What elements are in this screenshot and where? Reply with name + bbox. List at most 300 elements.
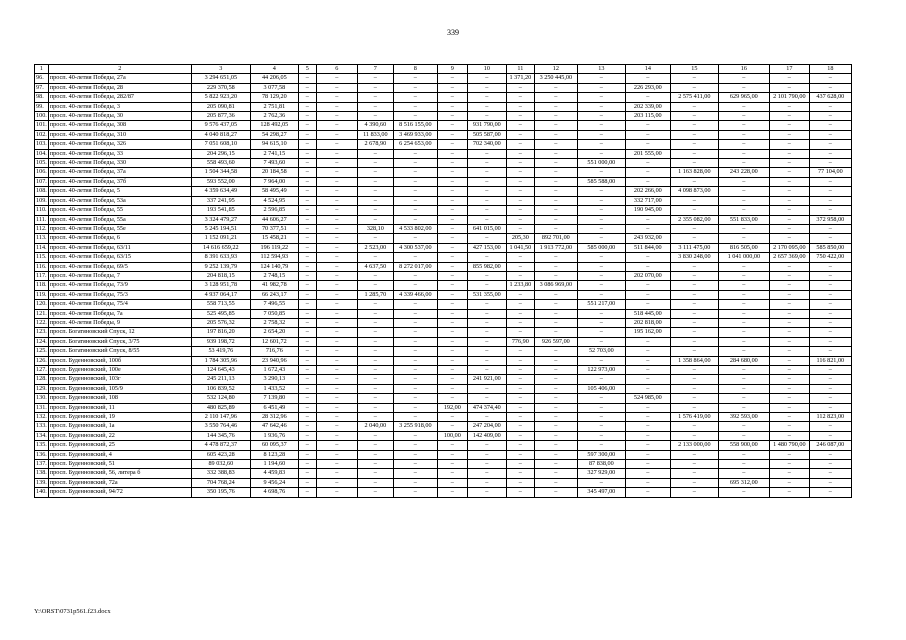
- value-cell: –: [718, 130, 769, 139]
- value-cell: 8 516 155,00: [393, 121, 437, 130]
- value-cell: –: [534, 93, 577, 102]
- value-cell: –: [670, 384, 718, 393]
- value-cell: –: [437, 140, 467, 149]
- value-cell: –: [718, 460, 769, 469]
- value-cell: –: [534, 149, 577, 158]
- value-cell: –: [769, 290, 809, 299]
- row-number-cell: 118.: [36, 281, 47, 289]
- value-cell: –: [534, 168, 577, 177]
- value-cell: –: [298, 130, 316, 139]
- column-number-header: 5: [298, 65, 316, 74]
- value-cell: –: [357, 384, 393, 393]
- value-cell: –: [534, 121, 577, 130]
- value-cell: 106 839,52: [191, 384, 250, 393]
- value-cell: –: [298, 93, 316, 102]
- column-number-header: 7: [357, 65, 393, 74]
- value-cell: –: [393, 347, 437, 356]
- value-cell: –: [809, 366, 851, 375]
- value-cell: –: [670, 271, 718, 280]
- value-cell: –: [316, 309, 357, 318]
- value-cell: –: [577, 403, 625, 412]
- value-cell: –: [577, 271, 625, 280]
- row-number-cell: 140.: [36, 488, 47, 496]
- value-cell: –: [437, 102, 467, 111]
- value-cell: –: [506, 93, 534, 102]
- value-cell: –: [809, 375, 851, 384]
- value-cell: –: [437, 215, 467, 224]
- table-row: [35, 149, 852, 158]
- value-cell: 1 371,20: [506, 74, 534, 83]
- value-cell: –: [298, 159, 316, 168]
- value-cell: –: [534, 488, 577, 497]
- value-cell: 284 680,00: [718, 356, 769, 365]
- value-cell: –: [437, 450, 467, 459]
- value-cell: –: [769, 234, 809, 243]
- value-cell: –: [393, 375, 437, 384]
- value-cell: –: [809, 262, 851, 271]
- value-cell: –: [534, 196, 577, 205]
- value-cell: –: [577, 318, 625, 327]
- value-cell: –: [506, 309, 534, 318]
- value-cell: –: [534, 140, 577, 149]
- address-cell: просп. 40-летия Победы, 73/9: [48, 281, 191, 290]
- value-cell: 2 101 790,00: [769, 93, 809, 102]
- value-cell: –: [506, 130, 534, 139]
- value-cell: –: [437, 394, 467, 403]
- value-cell: –: [718, 121, 769, 130]
- value-cell: –: [670, 469, 718, 478]
- value-cell: –: [467, 394, 506, 403]
- value-cell: –: [316, 488, 357, 497]
- address-cell: просп. 40-летия Победы, 7а: [48, 309, 191, 318]
- value-cell: –: [506, 318, 534, 327]
- value-cell: –: [467, 102, 506, 111]
- value-cell: –: [437, 243, 467, 252]
- value-cell: 327 929,00: [577, 469, 625, 478]
- value-cell: 605 423,28: [191, 450, 250, 459]
- value-cell: –: [437, 384, 467, 393]
- value-cell: –: [577, 234, 625, 243]
- value-cell: –: [577, 196, 625, 205]
- value-cell: –: [506, 224, 534, 233]
- value-cell: –: [625, 384, 670, 393]
- value-cell: –: [670, 196, 718, 205]
- value-cell: –: [316, 478, 357, 487]
- value-cell: 1 358 864,00: [670, 356, 718, 365]
- value-cell: –: [670, 460, 718, 469]
- row-number-cell: 103.: [36, 140, 47, 148]
- value-cell: –: [769, 177, 809, 186]
- value-cell: –: [577, 74, 625, 83]
- column-number-header: 8: [393, 65, 437, 74]
- value-cell: –: [393, 337, 437, 346]
- value-cell: –: [506, 149, 534, 158]
- value-cell: –: [506, 356, 534, 365]
- value-cell: –: [437, 93, 467, 102]
- value-cell: –: [316, 366, 357, 375]
- value-cell: –: [534, 431, 577, 440]
- value-cell: 372 958,00: [809, 215, 851, 224]
- value-cell: –: [718, 262, 769, 271]
- value-cell: –: [534, 177, 577, 186]
- value-cell: –: [298, 271, 316, 280]
- address-cell: просп. Буденновский, 100е: [48, 366, 191, 375]
- value-cell: 4 533 802,00: [393, 224, 437, 233]
- value-cell: –: [437, 469, 467, 478]
- value-cell: 7 051 608,10: [191, 140, 250, 149]
- value-cell: –: [467, 366, 506, 375]
- value-cell: 2 654,20: [250, 328, 298, 337]
- row-number-cell: 115.: [36, 253, 47, 261]
- value-cell: –: [437, 300, 467, 309]
- value-cell: –: [506, 347, 534, 356]
- table-row: [35, 318, 852, 327]
- value-cell: 939 198,72: [191, 337, 250, 346]
- value-cell: 2 758,32: [250, 318, 298, 327]
- value-cell: –: [298, 168, 316, 177]
- value-cell: –: [467, 112, 506, 121]
- value-cell: –: [625, 253, 670, 262]
- value-cell: 2 523,00: [357, 243, 393, 252]
- address-cell: просп. 40-летия Победы, 7: [48, 271, 191, 280]
- value-cell: –: [298, 478, 316, 487]
- value-cell: –: [670, 102, 718, 111]
- value-cell: –: [298, 281, 316, 290]
- value-cell: 551 000,00: [577, 159, 625, 168]
- table-row: [35, 422, 852, 431]
- value-cell: 5 245 194,51: [191, 224, 250, 233]
- value-cell: –: [670, 74, 718, 83]
- value-cell: 1 152 091,21: [191, 234, 250, 243]
- value-cell: –: [316, 271, 357, 280]
- value-cell: –: [357, 469, 393, 478]
- value-cell: –: [467, 478, 506, 487]
- value-cell: 4 300 537,00: [393, 243, 437, 252]
- value-cell: –: [809, 469, 851, 478]
- value-cell: –: [718, 375, 769, 384]
- value-cell: –: [357, 337, 393, 346]
- value-cell: –: [357, 488, 393, 497]
- value-cell: 3 255 918,00: [393, 422, 437, 431]
- value-cell: 128 492,05: [250, 121, 298, 130]
- value-cell: –: [769, 347, 809, 356]
- value-cell: –: [809, 478, 851, 487]
- value-cell: 3 128 951,78: [191, 281, 250, 290]
- value-cell: –: [437, 130, 467, 139]
- table-row: [35, 309, 852, 318]
- value-cell: –: [467, 441, 506, 450]
- value-cell: 241 921,00: [467, 375, 506, 384]
- value-cell: –: [437, 366, 467, 375]
- value-cell: 3 086 969,00: [534, 281, 577, 290]
- value-cell: –: [298, 215, 316, 224]
- value-cell: –: [577, 441, 625, 450]
- value-cell: –: [577, 206, 625, 215]
- page-number: 339: [447, 28, 459, 37]
- row-number-cell: 105.: [36, 159, 47, 167]
- value-cell: –: [467, 356, 506, 365]
- value-cell: –: [437, 262, 467, 271]
- value-cell: –: [809, 234, 851, 243]
- value-cell: –: [625, 290, 670, 299]
- value-cell: 112 594,93: [250, 253, 298, 262]
- footer-file-path: Y:\ORST\0731p561.f23.docx: [34, 608, 111, 615]
- table-row: [35, 215, 852, 224]
- value-cell: –: [316, 112, 357, 121]
- row-number-cell: 139.: [36, 478, 47, 486]
- value-cell: –: [467, 253, 506, 262]
- value-cell: 4 040 818,27: [191, 130, 250, 139]
- value-cell: 1 163 828,00: [670, 168, 718, 177]
- value-cell: –: [357, 431, 393, 440]
- table-row: [35, 366, 852, 375]
- value-cell: –: [393, 394, 437, 403]
- value-cell: –: [393, 83, 437, 92]
- value-cell: –: [625, 224, 670, 233]
- value-cell: –: [298, 328, 316, 337]
- value-cell: –: [298, 403, 316, 412]
- value-cell: –: [393, 168, 437, 177]
- value-cell: 4 098 873,00: [670, 187, 718, 196]
- table-row: [35, 271, 852, 280]
- value-cell: –: [670, 309, 718, 318]
- value-cell: –: [357, 93, 393, 102]
- value-cell: –: [769, 262, 809, 271]
- value-cell: –: [298, 413, 316, 422]
- value-cell: –: [670, 112, 718, 121]
- table-row: [35, 159, 852, 168]
- value-cell: –: [625, 74, 670, 83]
- value-cell: –: [809, 74, 851, 83]
- table-row: [35, 488, 852, 497]
- address-cell: просп. 40-летия Победы, 69/5: [48, 262, 191, 271]
- value-cell: –: [298, 356, 316, 365]
- row-number-cell: 137.: [36, 460, 47, 468]
- address-cell: просп. Буденновский, 51: [48, 460, 191, 469]
- row-number-cell: 138.: [36, 469, 47, 477]
- value-cell: 58 495,49: [250, 187, 298, 196]
- value-cell: –: [298, 140, 316, 149]
- value-cell: –: [467, 413, 506, 422]
- row-number-cell: 133.: [36, 422, 47, 430]
- value-cell: –: [670, 206, 718, 215]
- value-cell: –: [718, 366, 769, 375]
- value-cell: –: [393, 431, 437, 440]
- row-number-cell: 135.: [36, 441, 47, 449]
- row-number-cell: 111.: [36, 215, 47, 223]
- value-cell: –: [316, 187, 357, 196]
- row-number-cell: 113.: [36, 234, 47, 242]
- value-cell: –: [534, 102, 577, 111]
- value-cell: –: [298, 234, 316, 243]
- value-cell: –: [670, 318, 718, 327]
- value-cell: –: [718, 309, 769, 318]
- value-cell: –: [316, 215, 357, 224]
- value-cell: –: [809, 281, 851, 290]
- value-cell: 1 041,50: [506, 243, 534, 252]
- value-cell: 558 713,55: [191, 300, 250, 309]
- value-cell: 931 790,00: [467, 121, 506, 130]
- value-cell: 1 913 772,00: [534, 243, 577, 252]
- address-cell: просп. 40-летия Победы, 3: [48, 102, 191, 111]
- row-number-cell: 108.: [36, 187, 47, 195]
- value-cell: –: [298, 149, 316, 158]
- address-cell: просп. Богатяновский Спуск, 8/55: [48, 347, 191, 356]
- value-cell: –: [670, 478, 718, 487]
- value-cell: 332 717,00: [625, 196, 670, 205]
- value-cell: –: [534, 328, 577, 337]
- value-cell: –: [437, 309, 467, 318]
- value-cell: 2 040,00: [357, 422, 393, 431]
- value-cell: –: [809, 337, 851, 346]
- value-cell: –: [467, 450, 506, 459]
- value-cell: –: [393, 469, 437, 478]
- value-cell: –: [625, 422, 670, 431]
- value-cell: –: [437, 375, 467, 384]
- row-number-cell: 114.: [36, 243, 47, 251]
- value-cell: 350 195,76: [191, 488, 250, 497]
- value-cell: –: [357, 215, 393, 224]
- value-cell: –: [393, 234, 437, 243]
- value-cell: –: [718, 488, 769, 497]
- value-cell: 192,00: [437, 403, 467, 412]
- value-cell: –: [393, 271, 437, 280]
- row-number-cell: 104.: [36, 149, 47, 157]
- value-cell: –: [809, 309, 851, 318]
- value-cell: 6 451,49: [250, 403, 298, 412]
- value-cell: –: [298, 441, 316, 450]
- value-cell: –: [357, 253, 393, 262]
- value-cell: –: [718, 431, 769, 440]
- value-cell: –: [357, 460, 393, 469]
- value-cell: –: [625, 281, 670, 290]
- value-cell: –: [625, 356, 670, 365]
- value-cell: –: [506, 460, 534, 469]
- value-cell: –: [357, 281, 393, 290]
- value-cell: 5 822 923,20: [191, 93, 250, 102]
- value-cell: –: [316, 403, 357, 412]
- value-cell: 2 170 095,00: [769, 243, 809, 252]
- address-cell: просп. 40-летия Победы, 9: [48, 318, 191, 327]
- value-cell: 94 615,10: [250, 140, 298, 149]
- value-cell: –: [769, 149, 809, 158]
- value-cell: 6 254 653,00: [393, 140, 437, 149]
- value-cell: –: [534, 450, 577, 459]
- value-cell: –: [718, 290, 769, 299]
- table-row: [35, 450, 852, 459]
- value-cell: –: [298, 206, 316, 215]
- value-cell: 4 698,76: [250, 488, 298, 497]
- value-cell: –: [769, 83, 809, 92]
- value-cell: 2 657 369,00: [769, 253, 809, 262]
- value-cell: –: [298, 375, 316, 384]
- value-cell: –: [577, 290, 625, 299]
- address-cell: просп. Буденновский, 25: [48, 441, 191, 450]
- value-cell: –: [670, 488, 718, 497]
- value-cell: –: [298, 177, 316, 186]
- value-cell: 243 932,00: [625, 234, 670, 243]
- table-row: [35, 394, 852, 403]
- value-cell: 1 194,60: [250, 460, 298, 469]
- value-cell: –: [357, 177, 393, 186]
- value-cell: –: [670, 375, 718, 384]
- value-cell: –: [809, 140, 851, 149]
- row-number-cell: 100.: [36, 112, 47, 120]
- value-cell: –: [437, 159, 467, 168]
- address-cell: просп. 40-летия Победы, 75/4: [48, 300, 191, 309]
- value-cell: 4 339 466,00: [393, 290, 437, 299]
- value-cell: –: [809, 460, 851, 469]
- value-cell: –: [467, 318, 506, 327]
- table-row: [35, 253, 852, 262]
- value-cell: –: [577, 83, 625, 92]
- value-cell: –: [769, 102, 809, 111]
- value-cell: 205 576,32: [191, 318, 250, 327]
- value-cell: 3 290,13: [250, 375, 298, 384]
- value-cell: 205 877,36: [191, 112, 250, 121]
- table-row: [35, 177, 852, 186]
- value-cell: –: [577, 112, 625, 121]
- address-cell: просп. 40-летия Победы, 55е: [48, 224, 191, 233]
- value-cell: 190 945,00: [625, 206, 670, 215]
- value-cell: –: [437, 488, 467, 497]
- value-cell: 4 478 872,37: [191, 441, 250, 450]
- value-cell: 193 541,85: [191, 206, 250, 215]
- value-cell: 855 982,00: [467, 262, 506, 271]
- value-cell: –: [316, 224, 357, 233]
- table-row: [35, 187, 852, 196]
- value-cell: –: [534, 112, 577, 121]
- value-cell: –: [577, 187, 625, 196]
- value-cell: –: [506, 159, 534, 168]
- row-number-cell: 112.: [36, 224, 47, 232]
- value-cell: –: [393, 102, 437, 111]
- table-row: [35, 102, 852, 111]
- value-cell: 7 139,80: [250, 394, 298, 403]
- value-cell: 9 576 437,05: [191, 121, 250, 130]
- value-cell: 328,10: [357, 224, 393, 233]
- value-cell: –: [625, 450, 670, 459]
- value-cell: –: [316, 422, 357, 431]
- value-cell: –: [718, 394, 769, 403]
- value-cell: –: [506, 488, 534, 497]
- value-cell: –: [809, 328, 851, 337]
- value-cell: –: [534, 262, 577, 271]
- row-number-cell: 129.: [36, 384, 47, 392]
- value-cell: –: [534, 300, 577, 309]
- value-cell: –: [506, 478, 534, 487]
- row-number-cell: 96.: [35, 74, 49, 83]
- value-cell: 4 637,50: [357, 262, 393, 271]
- value-cell: –: [809, 300, 851, 309]
- column-number-header: 10: [467, 65, 506, 74]
- value-cell: –: [625, 159, 670, 168]
- value-cell: 14 616 659,22: [191, 243, 250, 252]
- value-cell: 585 588,00: [577, 177, 625, 186]
- address-cell: просп. 40-летия Победы, 37б: [48, 177, 191, 186]
- table-row: [35, 460, 852, 469]
- value-cell: 41 982,78: [250, 281, 298, 290]
- value-cell: –: [809, 271, 851, 280]
- value-cell: –: [316, 196, 357, 205]
- value-cell: –: [809, 130, 851, 139]
- value-cell: 532 124,80: [191, 394, 250, 403]
- value-cell: 2 762,36: [250, 112, 298, 121]
- value-cell: –: [534, 403, 577, 412]
- value-cell: –: [298, 196, 316, 205]
- value-cell: 1 936,76: [250, 431, 298, 440]
- value-cell: –: [670, 300, 718, 309]
